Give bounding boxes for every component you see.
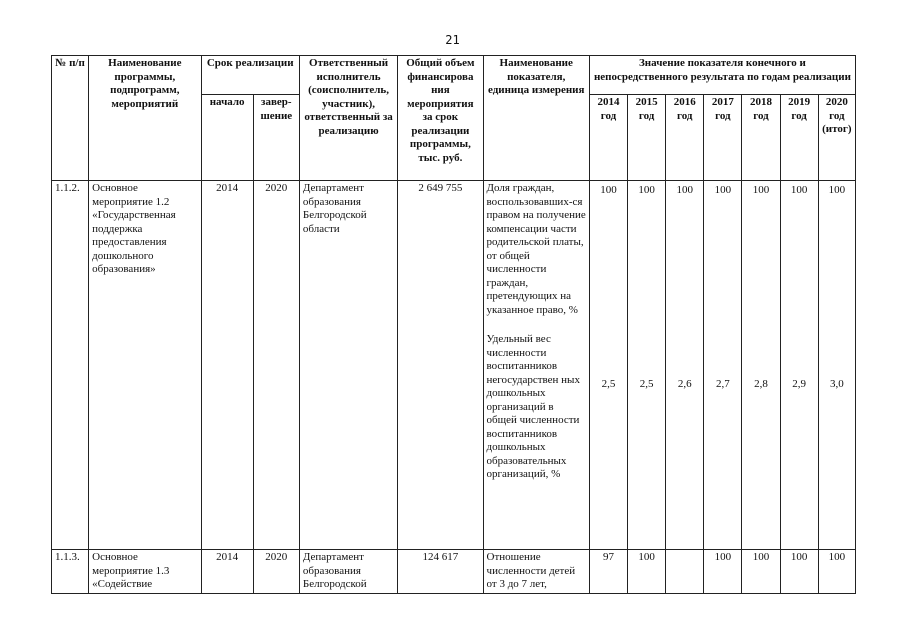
value-cell-2016: [666, 181, 704, 550]
header-year-2015: 2015 год: [628, 95, 666, 181]
header-values-group: Значение показателя конечного и непосредственного результата по годам реализации: [589, 56, 855, 95]
row-end: 2020: [253, 181, 299, 550]
value-cell-2018: [742, 181, 780, 550]
value-cell-2015: [628, 181, 666, 550]
row-executor: Департамент образования Белгородской: [299, 550, 397, 594]
header-year-2016: 2016 год: [666, 95, 704, 181]
indicator-value: [666, 550, 704, 594]
indicator-value: 100: [780, 550, 818, 594]
indicator-value: 100: [818, 550, 855, 594]
indicator-value: 3,0: [829, 378, 844, 390]
indicator-value: 100: [676, 184, 693, 196]
row-num: 1.1.2.: [52, 181, 89, 550]
header-funding: Общий объем финансирова ния мероприятия за срок реализации программы, тыс. руб.: [398, 56, 483, 181]
header-year-2018: 2018 год: [742, 95, 780, 181]
indicator-text: Удельный вес численности воспитанников негосударствен ных дошкольных организаций в общей численности воспитанников дошкольных образовательных организаций, %: [486, 333, 580, 480]
table-row: [52, 181, 856, 550]
indicator-value: 2,5: [601, 378, 616, 390]
indicator-value: 100: [752, 184, 770, 196]
header-year-2020: 2020 год (итог): [818, 95, 855, 181]
indicator-value: 100: [638, 184, 655, 196]
indicator-value: 100: [742, 550, 780, 594]
page-number: 21: [445, 33, 460, 47]
value-cell-2017: [704, 181, 742, 550]
header-num: № п/п: [52, 56, 89, 181]
value-cell-2020: [818, 181, 855, 550]
indicator-value: 2,6: [677, 378, 692, 390]
indicator-value: 100: [828, 184, 846, 196]
indicator-value: 100: [704, 550, 742, 594]
program-table: [51, 55, 856, 594]
row-executor: Департамент образования Белгородской области: [299, 181, 397, 550]
header-year-2017: 2017 год: [704, 95, 742, 181]
table-row: [52, 550, 856, 594]
header-period-end: завер-шение: [253, 95, 299, 181]
row-name: Основное мероприятие 1.3 «Содействие: [89, 550, 201, 594]
header-year-2019: 2019 год: [780, 95, 818, 181]
indicator-value: 2,5: [639, 378, 654, 390]
row-funding: 124 617: [398, 550, 483, 594]
indicator-value: 100: [790, 184, 808, 196]
indicator-value: 100: [628, 550, 666, 594]
row-num: 1.1.3.: [52, 550, 89, 594]
row-start: 2014: [201, 181, 253, 550]
indicator-value: 100: [714, 184, 732, 196]
header-period-start: начало: [201, 95, 253, 181]
indicator-value: 2,7: [715, 378, 730, 390]
header-year-2014: 2014 год: [589, 95, 627, 181]
indicator-value: 100: [600, 184, 617, 196]
row-indicators: Отношение численности детей от 3 до 7 лет,: [483, 550, 589, 594]
indicator-value: 2,9: [792, 378, 806, 390]
indicator-text: Доля граждан, воспользовавших-ся правом на получение компенсации части родительской платы, от общей численности граждан, претендующих на указанное право, %: [486, 182, 586, 316]
row-funding: 2 649 755: [398, 181, 483, 550]
value-cell-2019: [780, 181, 818, 550]
indicator-value: 2,8: [754, 378, 768, 390]
value-cell-2014: [589, 181, 627, 550]
header-executor: Ответственный исполнитель (соисполнитель, участник), ответственный за реализацию: [299, 56, 397, 181]
row-name: Основное мероприятие 1.2 «Государственная поддержка предоставления дошкольного образования»: [89, 181, 201, 550]
row-start: 2014: [201, 550, 253, 594]
header-name: Наименование программы, подпрограмм, мероприятий: [89, 56, 201, 181]
row-indicators: [483, 181, 589, 550]
header-indicator: Наименование показателя, единица измерения: [483, 56, 589, 181]
row-end: 2020: [253, 550, 299, 594]
header-period: Срок реализации: [201, 56, 299, 95]
indicator-value: 97: [589, 550, 627, 594]
